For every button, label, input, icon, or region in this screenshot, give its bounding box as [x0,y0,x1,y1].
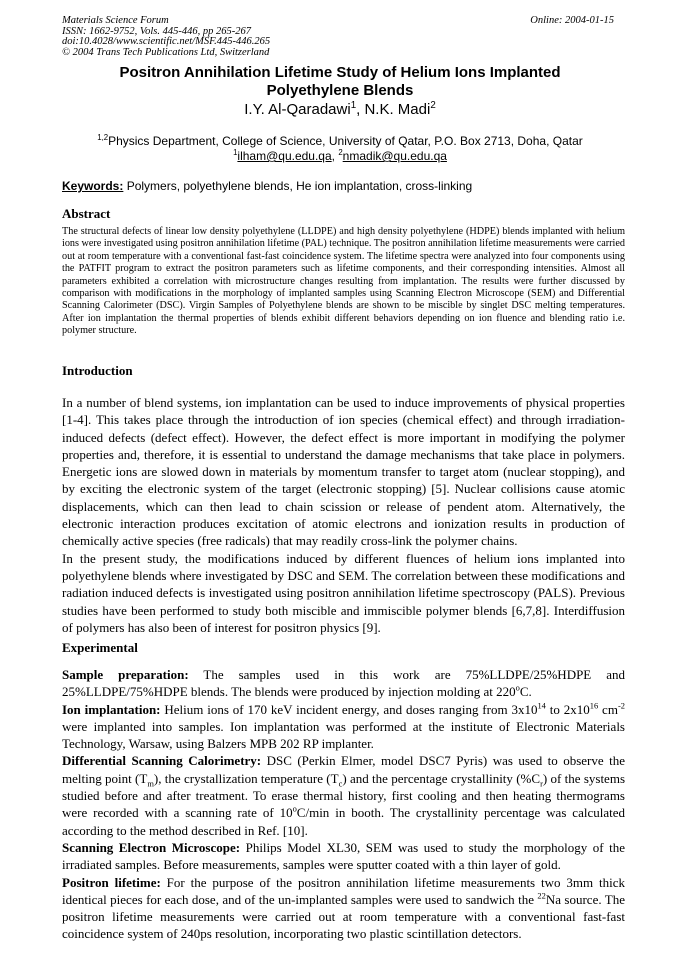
dsc-sub-1: m [147,778,154,789]
ion-sup-1: 14 [537,700,546,711]
positron-lifetime-label: Positron lifetime: [62,874,161,890]
ion-sup-3: -2 [617,700,625,711]
sample-preparation-end: C. [519,684,532,700]
sample-preparation-paragraph [62,666,625,701]
sem-paragraph [62,839,625,874]
online-date: Online: 2004-01-15 [530,15,614,26]
ion-text-1: Helium ions of 170 keV incident energy, and doses ranging from 3x10 [160,701,538,717]
sample-preparation-text: The samples used in this work are 75%LLDPE/25%HDPE and 25%LLDPE/75%HDPE blends. The blends were produced by injection molding at 220 [62,667,625,700]
sem-label: Scanning Electron Microscope: [62,839,241,855]
positron-text-1: For the purpose of the positron annihilation lifetime measurements two 3mm thick identical pieces for each dose, and of the un-implanted samples were used to sandwich the [62,874,625,907]
introduction-paragraph-2: In the present study, the modifications induced by different fluences of helium ions implanted into polyethylene blends where investigated by DSC and SEM. The correlation between these modifications and radiation induced defects is investigated using positron annihilation lifetime spectroscopy (PALS). Previous studies have been performed to study both miscible and immiscible polymer blends [6,7,8]. Interdiffusion of polymers has also been of interest for positron physics [9]. [62,550,625,635]
email-line [40,149,640,164]
keywords-text: Polymers, polyethylene blends, He ion implantation, cross-linking [123,179,473,193]
ion-text-3: cm [598,701,618,717]
keywords [62,179,622,193]
abstract-text: The structural defects of linear low density polyethylene (LLDPE) and high density polyethylene (HDPE) blends implanted with helium ions were investigated using positron annihilation lifetime (PAL) technique. The positron annihilation lifetime measurements were carried out at room temperature with a conventional fast-fast coincidence system. The lifetime spectra were analyzed into four components using the PATFIT program to extract the positron parameters such as lifetime components, and their corresponding intensities. Almost all parameters exhibited a correlation with microstructure changes resulting from implantation. The results were further discussed by comparison with modifications in the morphology of implanted samples using Scanning Electron Microscope (SEM) and Differential Scanning Calorimeter (DSC). Virgin Samples of Polyethylene blends are shown to be miscible by singlet DSC melting temperatures. After ion implantation the thermal properties of blends exhibit different behaviors depending on ion fluence and blending ratio i.e. polymer structure. [62,226,625,337]
email-2-sup: 2 [338,148,343,157]
dsc-text-3: ) and the percentage crystallinity (%C [342,770,541,786]
dsc-sup: o [292,804,297,815]
experimental-body [62,666,625,943]
email-separator: , [331,149,339,163]
ion-implantation-label: Ion implantation: [62,701,161,717]
degree-sup: o [515,682,520,693]
ion-text-4: were implanted into samples. Ion implantation was performed at the institute of Electronic Materials Technology, Warsaw, using Balzers MPB 202 RP implanter. [62,718,625,752]
experimental-heading: Experimental [62,640,138,655]
dsc-text-1: DSC (Perkin Elmer, model DSC7 Pyris) was used to observe the melting point (T [62,753,625,786]
author-2-sup: 2 [430,100,436,111]
dsc-text-5: C/min in booth. The crystallinity percentage was calculated according to the method described in Ref. [10]. [62,805,625,838]
affiliation-line [40,134,640,149]
affiliation-text: Physics Department, College of Science, University of Qatar, P.O. Box 2713, Doha, Qatar [108,134,583,148]
ion-text-2: to 2x10 [545,701,590,717]
dsc-paragraph [62,752,625,838]
introduction-body [62,394,625,636]
positron-lifetime-paragraph [62,874,625,943]
dsc-text-4: ) of the systems studied before and after treatment. To erase thermal history, first cooling and then heating thermograms were recorded with a scanning rate of 10 [62,770,625,821]
dsc-text-2: ), the crystallization temperature (T [153,770,339,786]
email-2-link[interactable]: nmadik@qu.edu.qa [342,149,447,163]
introduction-heading: Introduction [62,363,133,378]
dsc-sub-2: c [338,778,343,789]
ion-implantation-paragraph [62,701,625,753]
author-2: N.K. Madi [364,101,431,118]
author-1: I.Y. Al-Qaradawi [244,101,351,118]
email-1-link[interactable]: ilham@qu.edu.qa [237,149,332,163]
journal-copyright: © 2004 Trans Tech Publications Ltd, Switzerland [62,46,270,58]
author-1-sup: 1 [350,100,357,111]
authors [40,101,640,118]
dsc-label: Differential Scanning Calorimetry: [62,753,262,769]
affiliation-sup: 1,2 [97,133,109,142]
positron-text-2: Na source. The positron lifetime measurements were carried out at room temperature with a conventional fast-fast coincidence system of 240ps resolution, incorporating two plastic scintillation detectors. [62,891,625,942]
journal-name: Materials Science Forum [62,15,169,26]
ion-sup-2: 16 [589,700,599,711]
title-line-2: Polyethylene Blends [266,82,414,99]
journal-doi: doi:10.4028/www.scientific.net/MSF.445-446.265 [62,36,271,47]
dsc-sub-3: r [540,778,543,789]
journal-header [62,16,622,58]
introduction-paragraph-1: In a number of blend systems, ion implantation can be used to induce improvements of physical properties [1-4]. This takes place through the introduction of ion species (chemical effect) and through irradiation-induced defects (defect effect). However, the defect effect is more important in modifying the polymer properties and, therefore, it is essential to understand the damage mechanisms that take place in polymers. Energetic ions are slowed down in materials by momentum transfer to target atom (nuclear stopping), and by exciting the electronic system of the target (electronic stopping) [5]. Nuclear collisions cause atomic displacements, which can then lead to chain scission or release of pendent atom. Alternatively, the electronic interaction produces excitation of atomic electrons and ionization results in production of chemically active species (free radicals) that may readily cross-link the polymer chains. [62,395,625,549]
positron-sup: 22 [537,890,546,901]
sample-preparation-label: Sample preparation: [62,667,189,682]
email-1-sup: 1 [233,148,238,157]
title-line-1: Positron Annihilation Lifetime Study of Helium Ions Implanted [119,64,561,81]
author-separator: , [356,101,365,118]
affiliation [40,134,640,164]
journal-issn: ISSN: 1662-9752, Vols. 445-446, pp 265-267 [62,25,251,37]
sem-text: Philips Model XL30, SEM was used to study the morphology of the irradiated samples. Before measurements, samples were sputter coated with a thin layer of gold. [62,839,625,873]
abstract-heading: Abstract [62,206,111,221]
keywords-label: Keywords: [62,179,124,193]
paper-title [40,64,640,100]
